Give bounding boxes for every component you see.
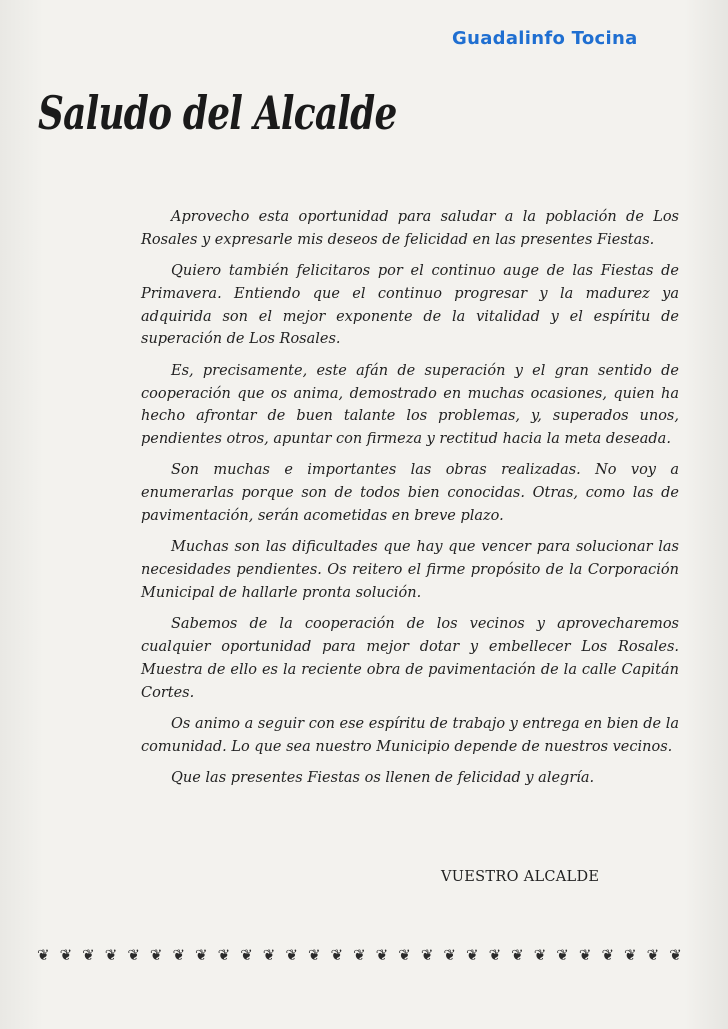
fleuron-icon: ❦	[465, 946, 479, 964]
paragraph: Sabemos de la cooperación de los vecinos y aprovecharemos cualquier oportunidad para mejor dotar y embellecer Los Rosales. Muestra de ello es la reciente obra de pavimentación de la calle Capitán Cortes.	[141, 616, 679, 701]
fleuron-icon: ❦	[217, 946, 231, 964]
paragraph: Quiero también felicitaros por el continuo auge de las Fiestas de Primavera. Entiendo que el continuo progresar y la madurez ya adquirida son el mejor exponente de la vitalidad y el espíritu de superación de Los Rosales.	[141, 263, 679, 348]
paragraph: Aprovecho esta oportunidad para saludar a la población de Los Rosales y expresarle mis deseos de felicidad en las presentes Fiestas.	[141, 209, 679, 248]
letter-body	[141, 206, 679, 798]
page-title: Saludo del Alcalde	[38, 86, 397, 140]
fleuron-icon: ❦	[172, 946, 186, 964]
fleuron-icon: ❦	[398, 946, 411, 964]
fleuron-icon: ❦	[624, 946, 637, 964]
fleuron-icon: ❦	[488, 946, 502, 964]
fleuron-icon: ❦	[37, 946, 50, 964]
paragraph: Muchas son las dificultades que hay que vencer para solucionar las necesidades pendientes. Os reitero el firme propósito de la Corporación Municipal de hallarle pronta solución.	[141, 539, 679, 601]
fleuron-icon: ❦	[307, 946, 321, 964]
fleuron-icon: ❦	[601, 946, 615, 964]
fleuron-icon: ❦	[669, 946, 682, 964]
fleuron-icon: ❦	[511, 946, 524, 964]
paragraph: Que las presentes Fiestas os llenen de felicidad y alegría.	[171, 770, 595, 787]
paragraph: Son muchas e importantes las obras realizadas. No voy a enumerarlas porque son de todos bien conocidas. Otras, como las de pavimentación, serán acometidas en breve plazo.	[141, 462, 679, 525]
fleuron-icon: ❦	[420, 946, 434, 964]
fleuron-icon: ❦	[646, 946, 660, 964]
fleuron-icon: ❦	[195, 946, 208, 964]
ornamental-border	[37, 948, 682, 962]
fleuron-icon: ❦	[82, 946, 95, 964]
fleuron-icon: ❦	[578, 946, 592, 964]
fleuron-icon: ❦	[149, 946, 163, 964]
watermark-text: Guadalinfo Tocina	[452, 28, 638, 49]
signature: VUESTRO ALCALDE	[441, 869, 600, 885]
fleuron-icon: ❦	[375, 946, 389, 964]
fleuron-icon: ❦	[353, 946, 366, 964]
fleuron-icon: ❦	[240, 946, 253, 964]
paragraph: Es, precisamente, este afán de superación y el gran sentido de cooperación que os anima, demostrado en muchas ocasiones, quien ha hecho afrontar de buen talante los problemas, y, superados unos, pendientes otros, apuntar con firmeza y rectitud hacia la meta deseada.	[141, 362, 679, 448]
fleuron-icon: ❦	[330, 946, 344, 964]
fleuron-icon: ❦	[262, 946, 276, 964]
fleuron-icon: ❦	[285, 946, 298, 964]
fleuron-icon: ❦	[533, 946, 547, 964]
fleuron-icon: ❦	[127, 946, 140, 964]
fleuron-icon: ❦	[443, 946, 456, 964]
fleuron-icon: ❦	[556, 946, 569, 964]
fleuron-icon: ❦	[104, 946, 118, 964]
paragraph: Os animo a seguir con ese espíritu de trabajo y entrega en bien de la comunidad. Lo que sea nuestro Municipio depende de nuestros vecinos.	[141, 715, 679, 755]
fleuron-icon: ❦	[59, 946, 73, 964]
